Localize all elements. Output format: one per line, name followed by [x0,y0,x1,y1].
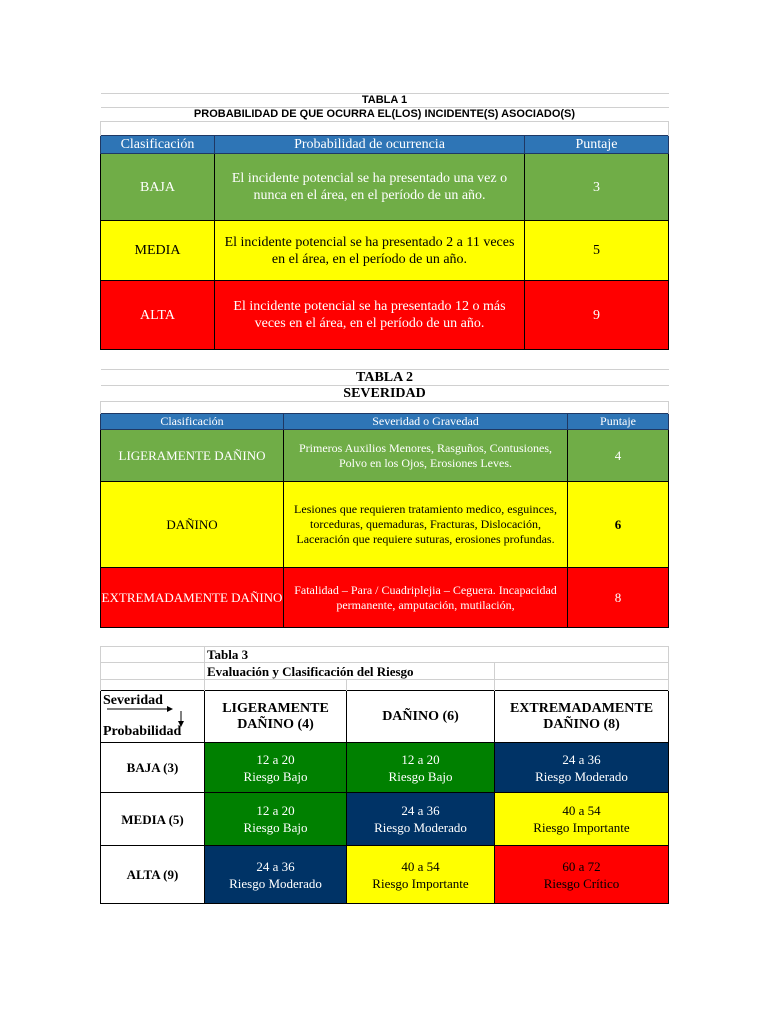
table-2-desc: Lesiones que requieren tratamiento medico, esguinces, torceduras, quemaduras, Fracturas, Dislocación, Laceración que requiere suturas, erosiones profundas. [284,482,568,568]
table-2-row-danino [101,482,669,568]
table-2-class: LIGERAMENTE DAÑINO [101,430,284,482]
table-2-class: EXTREMADAMENTE DAÑINO [101,568,284,628]
risk-level: Riesgo Crítico [543,875,620,891]
table-2-header-severidad: Severidad o Gravedad [284,414,568,430]
table-1-desc: El incidente potencial se ha presentado 12 o más veces en el área, en el período de un año. [215,281,525,350]
risk-level: Riesgo Importante [533,820,630,835]
table-1-row-baja [101,154,669,221]
risk-cell [495,743,669,793]
table-1-desc: El incidente potencial se ha presentado 2 a 11 veces en el área, en el período de un año. [215,221,525,281]
table-2-desc: Fatalidad – Para / Cuadriplejia – Ceguera. Incapacidad permanente, amputación, mutilación, [284,568,568,628]
table-1-subtitle: PROBABILIDAD DE QUE OCURRA EL(LOS) INCIDENTE(S) ASOCIADO(S) [101,108,669,122]
table-2-row-extremadamente [101,568,669,628]
risk-range: 12 a 20 [256,803,295,818]
table-2-row-ligeramente [101,430,669,482]
table-1-class: ALTA [101,281,215,350]
table-1-row-media [101,221,669,281]
risk-level: Riesgo Importante [372,875,469,891]
table-3-row-label: ALTA (9) [101,846,205,904]
table-1-class: MEDIA [101,221,215,281]
table-1-desc: El incidente potencial se ha presentado una vez o nunca en el área, en el período de un año. [215,154,525,221]
table-2-score: 4 [568,430,669,482]
risk-range: 24 a 36 [562,751,601,767]
risk-range: 40 a 54 [562,803,601,818]
table-1-header-puntaje: Puntaje [525,136,669,154]
risk-level: Riesgo Bajo [243,768,308,784]
table-2-desc: Primeros Auxilios Menores, Rasguños, Contusiones, Polvo en los Ojos, Erosiones Leves. [284,430,568,482]
table-3-col-ligeramente: LIGERAMENTE DAÑINO (4) [205,691,347,743]
table-3-row-label: BAJA (3) [101,743,205,793]
risk-range: 24 a 36 [256,858,295,874]
table-3-title: Tabla 3 [205,647,669,663]
risk-cell [205,793,347,846]
table-2-severidad [100,369,669,628]
table-2-header-clasificacion: Clasificación [101,414,284,430]
risk-level: Riesgo Moderado [229,875,322,891]
risk-level: Riesgo Bajo [243,820,308,835]
table-1-score: 3 [525,154,669,221]
table-1-row-alta [101,281,669,350]
table-1-header-clasificacion: Clasificación [101,136,215,154]
table-3-subtitle: Evaluación y Clasificación del Riesgo [205,663,495,680]
table-1-header-probabilidad: Probabilidad de ocurrencia [215,136,525,154]
table-3-evaluacion-riesgo [100,646,669,904]
table-1-class: BAJA [101,154,215,221]
risk-level: Riesgo Moderado [374,820,467,835]
risk-range: 60 a 72 [562,858,601,874]
risk-cell [495,793,669,846]
table-2-title: TABLA 2 [101,370,669,386]
table-2-header-puntaje: Puntaje [568,414,669,430]
probabilidad-label: Probabilidad [103,724,182,739]
table-2-class: DAÑINO [101,482,284,568]
table-1-score: 9 [525,281,669,350]
table-2-subtitle: SEVERIDAD [101,386,669,402]
risk-range: 12 a 20 [401,751,440,767]
risk-level: Riesgo Moderado [535,768,628,784]
table-3-row-alta [101,846,669,904]
severidad-label: Severidad [103,693,163,708]
risk-cell [347,846,495,904]
table-2-score: 8 [568,568,669,628]
risk-range: 40 a 54 [401,858,440,874]
risk-cell [347,793,495,846]
risk-range: 12 a 20 [256,751,295,767]
table-3-row-baja [101,743,669,793]
risk-cell [495,846,669,904]
risk-range: 24 a 36 [401,803,440,818]
table-3-corner [101,691,205,743]
risk-level: Riesgo Bajo [388,768,453,784]
table-3-row-label: MEDIA (5) [101,793,205,846]
table-2-score: 6 [568,482,669,568]
risk-cell [347,743,495,793]
table-3-col-extremadamente: EXTREMADAMENTE DAÑINO (8) [495,691,669,743]
table-1-score: 5 [525,221,669,281]
table-1-title: TABLA 1 [101,94,669,108]
risk-cell [205,846,347,904]
risk-cell [205,743,347,793]
table-3-col-danino: DAÑINO (6) [347,691,495,743]
table-3-row-media [101,793,669,846]
table-1-probabilidad [100,93,669,350]
